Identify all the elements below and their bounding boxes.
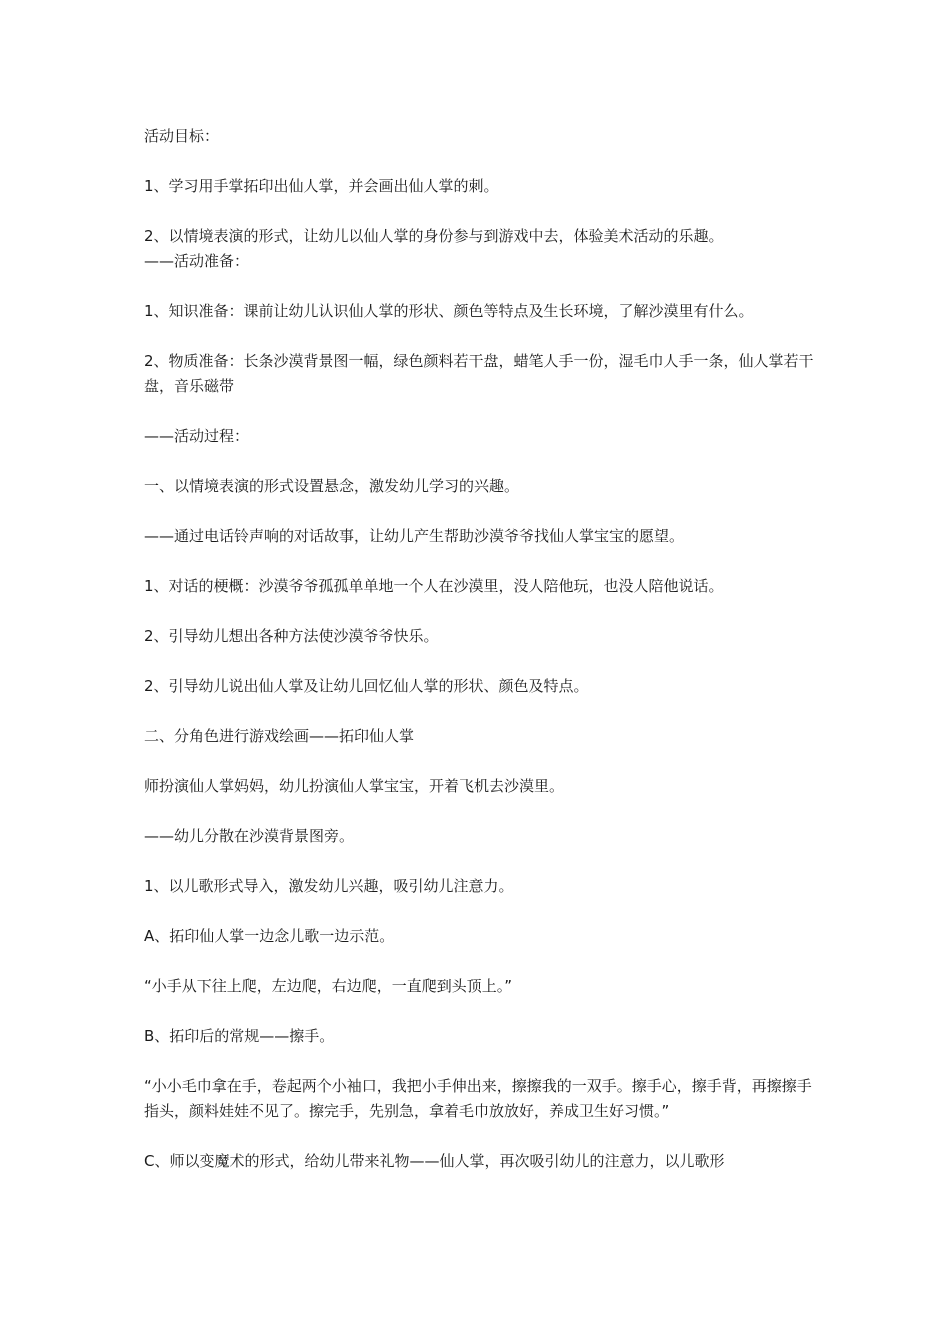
role-play-text: 师扮演仙人掌妈妈，幼儿扮演仙人掌宝宝，开着飞机去沙漠里。: [144, 777, 565, 795]
process-item-3: 2、引导幼儿说出仙人掌及让幼儿回忆仙人掌的形状、颜色及特点。: [144, 677, 589, 695]
rhyme-2: “小小毛巾拿在手，卷起两个小袖口，我把小手伸出来，擦擦我的一双手。擦手心，擦手背，再擦擦手指头，颜料娃娃不见了。擦完手，先别急，拿着毛巾放放好，养成卫生好习惯。”: [144, 1077, 812, 1120]
process-item-2: 2、引导幼儿想出各种方法使沙漠爷爷快乐。: [144, 627, 439, 645]
rhyme-1: “小手从下往上爬，左边爬，右边爬，一直爬到头顶上。”: [144, 977, 513, 995]
heading-activity-preparation: ——活动准备：: [144, 252, 250, 270]
process-note-2: ——幼儿分散在沙漠背景图旁。: [144, 827, 355, 845]
heading-activity-process: ——活动过程：: [144, 427, 250, 445]
heading-activity-goals: 活动目标：: [144, 127, 220, 145]
goal-item-1: 1、学习用手掌拓印出仙人掌，并会画出仙人掌的刺。: [144, 177, 499, 195]
preparation-item-2: 2、物质准备：长条沙漠背景图一幅，绿色颜料若干盘，蜡笔人手一份，湿毛巾人手一条，仙人掌若干盘，音乐磁带: [144, 352, 814, 395]
process-note-1: ——通过电话铃声响的对话故事，让幼儿产生帮助沙漠爷爷找仙人掌宝宝的愿望。: [144, 527, 685, 545]
document-body: [144, 124, 824, 1199]
preparation-item-1: 1、知识准备：课前让幼儿认识仙人掌的形状、颜色等特点及生长环境，了解沙漠里有什么。: [144, 302, 754, 320]
goal-item-2: 2、以情境表演的形式，让幼儿以仙人掌的身份参与到游戏中去，体验美术活动的乐趣。: [144, 227, 724, 245]
process-section-2: 二、分角色进行游戏绘画——拓印仙人掌: [144, 727, 415, 745]
process-section-1: 一、以情境表演的形式设置悬念，激发幼儿学习的兴趣。: [144, 477, 520, 495]
section2-item-1: 1、以儿歌形式导入，激发幼儿兴趣，吸引幼儿注意力。: [144, 877, 514, 895]
section2-item-a: A、拓印仙人掌一边念儿歌一边示范。: [144, 927, 395, 945]
section2-item-b: B、拓印后的常规——擦手。: [144, 1027, 335, 1045]
process-item-1: 1、对话的梗概：沙漠爷爷孤孤单单地一个人在沙漠里，没人陪他玩，也没人陪他说话。: [144, 577, 724, 595]
section2-item-c: C、师以变魔术的形式，给幼儿带来礼物——仙人掌，再次吸引幼儿的注意力，以儿歌形: [144, 1152, 725, 1170]
